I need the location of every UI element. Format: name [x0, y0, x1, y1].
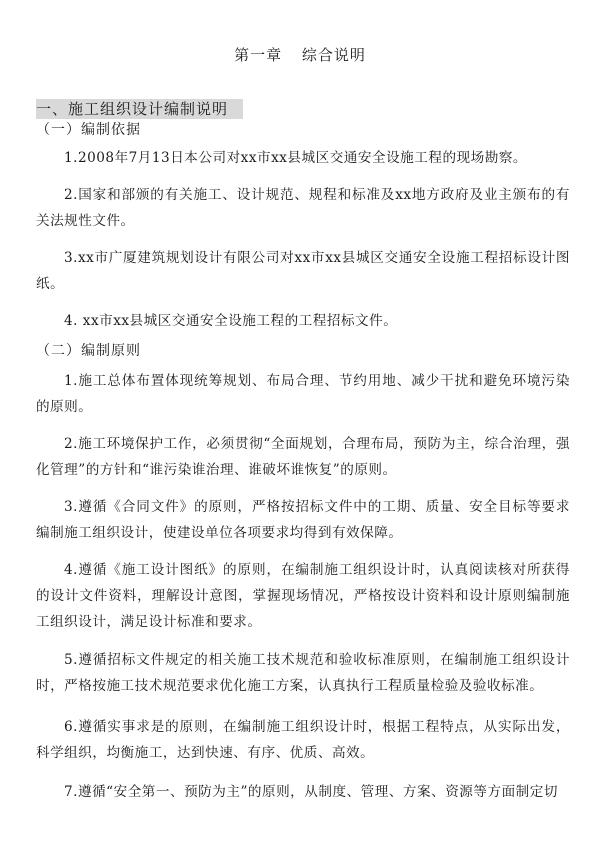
chapter-name: 综合说明 [301, 46, 366, 64]
principle-item: 6.遵循实事求是的原则，在编制施工组织设计时，根据工程特点，从实际出发，科学组织，均衡施工，达到快速、有序、优质、高效。 [36, 719, 570, 761]
principle-item: 2.施工环境保护工作，必须贯彻“全面规划，合理布局，预防为主，综合治理，强化管理”的方针和“谁污染谁治理、谁破坏谁恢复”的原则。 [36, 436, 570, 478]
chapter-title [0, 44, 600, 65]
chapter-number: 第一章 [234, 46, 283, 64]
principle-item: 5.遵循招标文件规定的相关施工技术规范和验收标准原则，在编制施工组织设计时，严格按施工技术规范要求优化施工方案，认真执行工程质量检验及验收标准。 [36, 652, 570, 694]
basis-item: 1.2008年7月13日本公司对xx市xx县城区交通安全设施工程的现场勘察。 [64, 150, 528, 166]
section-heading: 一、施工组织设计编制说明 [36, 99, 243, 119]
basis-heading: （一）编制依据 [36, 122, 141, 138]
principle-item: 4.遵循《施工设计图纸》的原则，在编制施工组织设计时，认真阅读核对所获得的设计文件资料，理解设计意图，掌握现场情况，严格按设计资料和设计原则编制施工组织设计，满足设计标准和要求。 [36, 562, 570, 630]
principles-heading: （二）编制原则 [36, 343, 141, 359]
principle-item: 3.遵循《合同文件》的原则，严格按招标文件中的工期、质量、安全目标等要求编制施工组织设计，使建设单位各项要求均得到有效保障。 [36, 499, 570, 541]
principle-item: 1.施工总体布置体现统筹规划、布局合理、节约用地、减少干扰和避免环境污染的原则。 [36, 373, 570, 415]
principle-item: 7.遵循“安全第一、预防为主”的原则，从制度、管理、方案、资源等方面制定切 [64, 784, 558, 800]
basis-item: 4. xx市xx县城区交通安全设施工程的工程招标文件。 [64, 313, 398, 329]
basis-item: 2.国家和部颁的有关施工、设计规范、规程和标准及xx地方政府及业主颁布的有关法规性文件。 [36, 187, 570, 229]
basis-item: 3.xx市广厦建筑规划设计有限公司对xx市xx县城区交通安全设施工程招标设计图纸。 [36, 250, 570, 292]
